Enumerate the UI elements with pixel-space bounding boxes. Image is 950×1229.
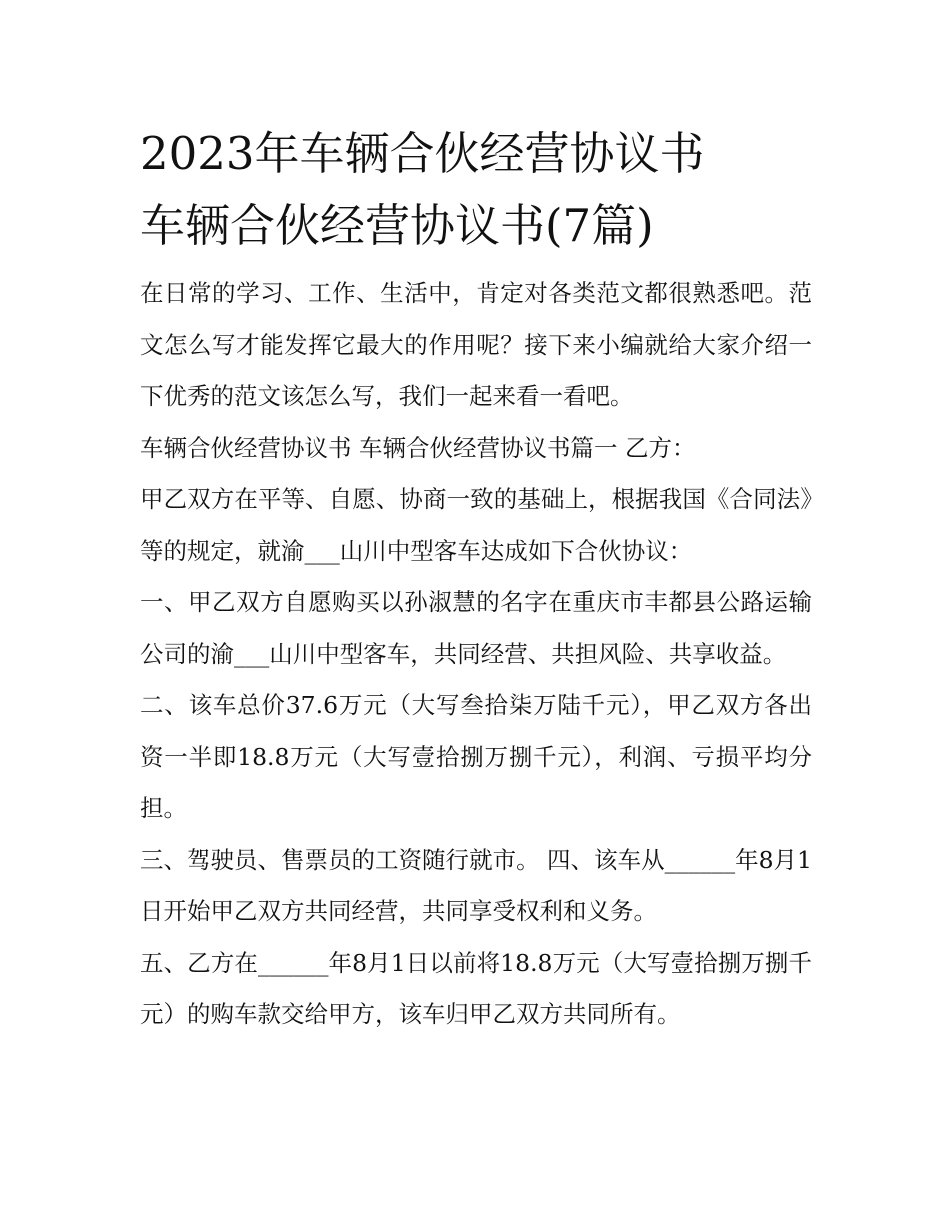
document-body <box>140 118 812 1041</box>
paragraph-heading: 车辆合伙经营协议书 车辆合伙经营协议书篇一 乙方： <box>140 433 696 462</box>
clause-1: 一、甲乙双方自愿购买以孙淑慧的名字在重庆市丰都县公路运输公司的渝___山川中型客车，共同经营、共担风险、共享收益。 <box>140 588 812 668</box>
paragraph-preamble: 甲乙双方在平等、自愿、协商一致的基础上，根据我国《合同法》等的规定，就渝___山川中型客车达成如下合伙协议： <box>140 485 812 565</box>
clause-2: 二、该车总价37.6万元（大写叁拾柒万陆千元），甲乙双方各出资一半即18.8万元（大写壹拾捌万捌千元），利润、亏损平均分担。 <box>140 691 812 822</box>
document-title <box>140 118 812 262</box>
clause-3-4: 三、驾驶员、售票员的工资随行就市。 四、该车从______年8月1日开始甲乙双方共同经营，共同享受权利和义务。 <box>140 845 812 925</box>
title-line-1: 2023年车辆合伙经营协议书 <box>140 127 705 180</box>
clause-5: 五、乙方在______年8月1日以前将18.8万元（大写壹拾捌万捌千元）的购车款交给甲方，该车归甲乙双方共同所有。 <box>140 948 812 1028</box>
title-line-2: 车辆合伙经营协议书(7篇) <box>140 199 654 252</box>
paragraph-intro: 在日常的学习、工作、生活中，肯定对各类范文都很熟悉吧。范文怎么写才能发挥它最大的作用呢？接下来小编就给大家介绍一下优秀的范文该怎么写，我们一起来看一看吧。 <box>140 279 812 410</box>
